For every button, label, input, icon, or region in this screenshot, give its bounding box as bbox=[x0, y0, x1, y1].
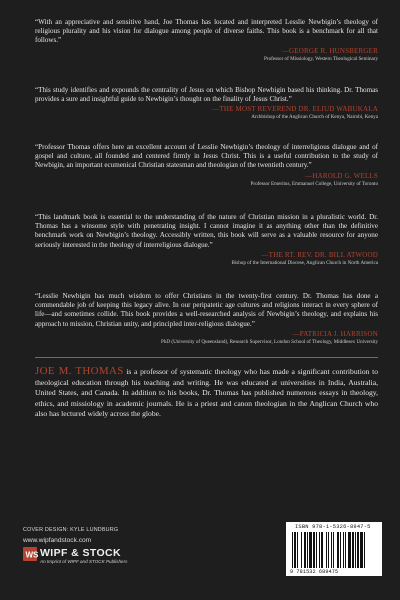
barcode-bar bbox=[355, 532, 356, 568]
section-divider bbox=[35, 357, 378, 358]
author-bio bbox=[35, 366, 378, 420]
barcode-bar bbox=[360, 532, 363, 568]
endorsement-1 bbox=[35, 18, 378, 62]
barcode-bar bbox=[313, 532, 315, 568]
barcode-bar bbox=[333, 532, 334, 568]
barcode-bar bbox=[321, 532, 323, 568]
endorser-title: Archbishop of the Anglican Church of Kenya, Nairobi, Kenya bbox=[251, 114, 378, 121]
endorsement-quote: “This landmark book is essential to the understanding of the nature of Christian mission in a pluralistic world. Dr. Thomas has a winsome style with penetrating insight. I cannot imagine it as anything other than the definitive benchmark work on Newbigin’s theology. Accessibly written, this book will serve as a valuable resource for anyone seriously interested in the theology of interreligious dialogue.” bbox=[35, 213, 378, 249]
barcode-bar bbox=[328, 532, 329, 568]
publisher-name: WIPF & STOCK bbox=[40, 547, 122, 559]
author-name: JOE M. THOMAS bbox=[35, 365, 124, 377]
barcode-bar bbox=[343, 532, 344, 568]
barcode-bar bbox=[337, 532, 339, 568]
endorsement-4 bbox=[35, 213, 378, 266]
endorsement-quote: “This study identifies and expounds the centrality of Jesus on which Bishop Newbigin based his thinking. Dr. Thomas provides a sure and insightful guide to Newbigin’s thought on the finality of Jesus Christ.” bbox=[35, 86, 378, 104]
author-bio-text: is a professor of systematic theology who has made a significant contribution to theological education through his teaching and writing. He was educated at universities in India, Australia, United States, and Canada. In addition to his books, Dr. Thomas has published numerous essays in theology, ethics, and missiology in academic journals. He is a priest and canon theologian in the Anglican Church who also has lectured widely across the globe. bbox=[35, 367, 378, 418]
endorsement-5 bbox=[35, 292, 378, 345]
barcode-bar bbox=[345, 532, 346, 568]
endorser-name: —THE RT. REV. DR. BILL ATWOOD bbox=[261, 250, 378, 259]
barcode-bar bbox=[307, 532, 308, 568]
barcode-bar bbox=[319, 532, 320, 568]
endorser-title: Bishop of the International Diocese, Anglican Church in North America bbox=[231, 259, 378, 266]
endorser-name: —THE MOST REVEREND DR. ELIUD WABUKALA bbox=[212, 105, 378, 114]
barcode-digits: 9 781532 689475 bbox=[290, 569, 339, 575]
svg-text:WS: WS bbox=[25, 550, 38, 559]
barcode-bar bbox=[340, 532, 341, 568]
barcode-bar bbox=[301, 532, 302, 568]
endorser-name: —PATRICIA J. HARRISON bbox=[292, 329, 378, 338]
barcode-bar bbox=[304, 532, 306, 568]
publisher-logo-icon bbox=[23, 547, 37, 561]
publisher-website: www.wipfandstock.com bbox=[23, 537, 92, 544]
barcode-bar bbox=[316, 532, 317, 568]
barcode-bar bbox=[364, 532, 365, 568]
barcode-bar bbox=[357, 532, 359, 568]
endorsement-quote: “Lesslie Newbigin has much wisdom to offer Christians in the twenty-first century. Dr. Thomas has done a commendable job of keeping this legacy alive. In our peripatetic age cultures and religions interact in every sphere of life—and sometimes collide. This book provides a well-researched analysis of Newbigin’s theology, and explains his approach to mission, Christian unity, and principled inter-religious dialogue.” bbox=[35, 292, 378, 328]
cover-design-credit: COVER DESIGN: KYLE LUNDBURG bbox=[23, 527, 119, 533]
endorser-name: —GEORGE R. HUNSBERGER bbox=[281, 46, 378, 55]
barcode-bar bbox=[297, 532, 298, 568]
endorsement-3 bbox=[35, 143, 378, 187]
barcode-bar bbox=[348, 532, 351, 568]
barcode-bar bbox=[331, 532, 332, 568]
endorser-title: Professor Emeritus, Emmanuel College, University of Toronto bbox=[250, 180, 378, 187]
barcode-bar bbox=[352, 532, 354, 568]
endorser-title: Professor of Missiology, Western Theological Seminary bbox=[264, 55, 378, 62]
endorser-title: PhD (University of Queensland), Research Supervisor, London School of Theology, Middlesex University bbox=[161, 338, 378, 345]
endorser-name: —HAROLD G. WELLS bbox=[305, 171, 378, 180]
endorsement-2 bbox=[35, 86, 378, 121]
barcode-bar bbox=[309, 532, 312, 568]
barcode-bar bbox=[292, 532, 293, 568]
barcode-bar bbox=[294, 532, 296, 568]
isbn-barcode bbox=[286, 522, 382, 576]
barcode-bars bbox=[292, 532, 376, 568]
barcode-bar bbox=[326, 532, 327, 568]
endorsement-quote: “Professor Thomas offers here an excellent account of Lesslie Newbigin’s theology of interreligious dialogue and of gospel and culture, all founded and centered firmly in Jesus Christ. This is a useful contribution to the study of Newbigin, an important ecumenical Christian statesman and theologian of the twentieth century.” bbox=[35, 143, 378, 170]
isbn-label: ISBN 978-1-5326-8947-5 bbox=[295, 524, 371, 530]
publisher-imprint: An Imprint of WIPF and STOCK Publishers bbox=[40, 559, 128, 564]
endorsement-quote: “With an appreciative and sensitive hand, Joe Thomas has located and interpreted Lesslie Newbigin’s theology of religious plurality and his vision for dialogue among people of diverse faiths. This book is a benchmark for all that follows.” bbox=[35, 18, 378, 45]
